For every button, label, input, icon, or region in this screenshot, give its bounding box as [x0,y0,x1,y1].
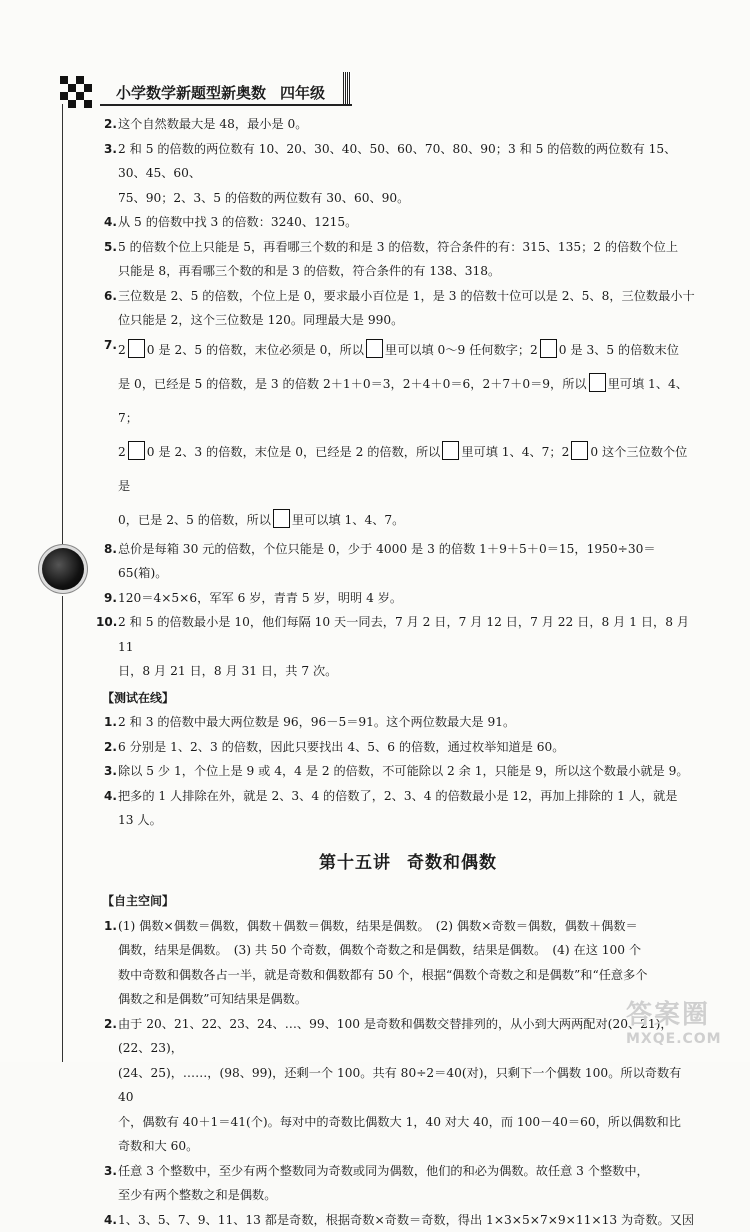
problem-number: 3. [104,137,117,162]
answer-item [118,284,698,333]
text-fragment: 0，已是 2、5 的倍数，所以 [118,513,271,527]
answer-item [118,537,698,586]
blank-box [128,339,145,358]
section-heading-self: 【自主空间】 [102,889,682,914]
answer-line: 总价是每箱 30 元的倍数，个位只能是 0，少于 4000 是 3 的倍数 1＋9＋5＋0＝15，1950÷30＝ [118,537,698,562]
answer-list-self [118,914,698,1232]
answer-line: 数中奇数和偶数各占一半，就是奇数和偶数都有 50 个，根据“偶数个奇数之和是偶数”和“任意多个 [118,963,698,988]
answer-line: 120＝4×5×6，军军 6 岁，青青 5 岁，明明 4 岁。 [118,586,698,611]
answer-item [118,1208,698,1232]
answer-item [118,112,698,137]
watermark-logo [626,1000,736,1052]
answer-line: 13 人。 [118,808,698,833]
blank-box [128,441,145,460]
answer-item [118,914,698,1012]
problem-7-line-2 [118,367,698,435]
answer-line: 这个自然数最大是 48，最小是 0。 [118,112,698,137]
answer-content [118,112,698,1232]
header-divider [100,104,352,106]
text-fragment: 2 [118,343,126,357]
answer-line: 从 5 的倍数中找 3 的倍数：3240、1215。 [118,210,698,235]
problem-number: 3. [104,759,117,784]
answer-item [118,710,698,735]
text-fragment: 0 是 2、5 的倍数，末位必须是 0，所以 [147,343,364,357]
problem-number: 4. [104,784,117,809]
problem-number: 5. [104,235,117,260]
blank-box [589,373,606,392]
answer-item [118,137,698,211]
answer-list-part1 [118,112,698,333]
answer-line: (1) 偶数×偶数＝偶数，偶数＋偶数＝偶数，结果是偶数。 (2) 偶数×奇数＝偶数，偶数＋偶数＝ [118,914,698,939]
problem-number: 6. [104,284,117,309]
answer-line: 奇数和大 60。 [118,1134,698,1159]
answer-line: 三位数是 2、5 的倍数，个位上是 0，要求最小百位是 1，是 3 的倍数十位可以是 2、5、8，三位数最小十 [118,284,698,309]
blank-box [571,441,588,460]
answer-item [118,610,698,684]
margin-rule-bottom [62,596,63,1062]
answer-line: 2 和 5 的倍数最小是 10，他们每隔 10 天一同去，7 月 2 日，7 月 12 日，7 月 22 日，8 月 1 日，8 月 11 [118,610,698,659]
problem-number: 4. [104,1208,117,1232]
answer-item [118,235,698,284]
answer-line: 1、3、5、7、9、11、13 都是奇数，根据奇数×奇数＝奇数，得出 1×3×5×7×9×11×13 为奇数。又因 [118,1208,698,1232]
blank-box [442,441,459,460]
problem-number: 3. [104,1159,117,1184]
answer-line: 位只能是 2，这个三位数是 120。同理最大是 990。 [118,308,698,333]
text-fragment: 0 这个三位数个位是 [118,445,687,493]
margin-rule-top [62,104,63,544]
answer-line: 把多的 1 人排除在外，就是 2、3、4 的倍数了，2、3、4 的倍数最小是 12，再加上排除的 1 人，就是 [118,784,698,809]
text-fragment: 0 是 3、5 的倍数末位 [559,343,679,357]
answer-line: 由于 20、21、22、23、24、…、99、100 是奇数和偶数交替排列的，从小到大两两配对(20、21)，(22、23)， [118,1012,698,1061]
checker-logo-icon [60,76,96,112]
text-fragment: 0 是 2、3 的倍数，末位是 0，已经是 2 的倍数，所以 [147,445,441,459]
page-header [60,74,360,104]
text-fragment: 里可填 1、4、7； [118,377,688,425]
book-title-text: 小学数学新题型新奥数 [116,84,266,102]
answer-line: 75、90；2、3、5 的倍数的两位数有 30、60、90。 [118,186,698,211]
problem-number: 2. [104,112,117,137]
lecture-title [118,851,698,876]
text-fragment: 里可以填 1、4、7。 [292,513,404,527]
answer-item [118,586,698,611]
text-fragment: 2 [118,445,126,459]
blank-box [540,339,557,358]
problem-7 [118,333,698,537]
book-title [116,82,325,103]
watermark-url: MXQE.COM [626,1030,736,1048]
problem-number: 10. [96,610,117,635]
problem-number: 8. [104,537,117,562]
lecture-number: 第十五讲 [319,853,391,873]
answer-item [118,784,698,833]
problem-number: 7. [104,333,117,358]
binding-hole-icon [42,548,84,590]
lecture-topic: 奇数和偶数 [407,853,497,873]
answer-item [118,735,698,760]
answer-line: 65(箱)。 [118,561,698,586]
answer-line: 偶数之和是偶数”可知结果是偶数。 [118,987,698,1012]
blank-box [366,339,383,358]
text-fragment: 是 0，已经是 5 的倍数，是 3 的倍数 2＋1＋0＝3，2＋4＋0＝6，2＋7＋0＝9，所以 [118,377,587,391]
problem-number: 2. [104,1012,117,1037]
answer-line: 偶数，结果是偶数。 (3) 共 50 个奇数，偶数个奇数之和是偶数，结果是偶数。 (4) 在这 100 个 [118,938,698,963]
answer-item [118,1012,698,1159]
answer-line: 个，偶数有 40＋1＝41(个)。每对中的奇数比偶数大 1，40 对大 40，而 100－40＝60，所以偶数和比 [118,1110,698,1135]
problem-number: 4. [104,210,117,235]
answer-line: 至少有两个整数之和是偶数。 [118,1183,698,1208]
problem-7-line-1 [118,333,698,367]
answer-list-part2 [118,537,698,684]
problem-number: 2. [104,735,117,760]
blank-box [273,509,290,528]
problem-number: 1. [104,710,117,735]
problem-number: 9. [104,586,117,611]
grade-label: 四年级 [280,84,325,102]
answer-item [118,210,698,235]
answer-line: 日，8 月 21 日，8 月 31 日，共 7 次。 [118,659,698,684]
problem-7-line-4 [118,503,698,537]
text-fragment: 里可填 1、4、7；2 [461,445,569,459]
answer-list-test [118,710,698,833]
answer-line: 除以 5 少 1，个位上是 9 或 4，4 是 2 的倍数，不可能除以 2 余 1，只能是 9，所以这个数最小就是 9。 [118,759,698,784]
answer-line: 5 的倍数个位上只能是 5，再看哪三个数的和是 3 的倍数，符合条件的有：315、135；2 的倍数个位上 [118,235,698,260]
answer-line: 2 和 5 的倍数的两位数有 10、20、30、40、50、60、70、80、90；3 和 5 的倍数的两位数有 15、30、45、60、 [118,137,698,186]
text-fragment: 里可以填 0～9 任何数字；2 [385,343,538,357]
spine-bar-decoration [343,72,351,104]
answer-line: 6 分别是 1、2、3 的倍数，因此只要找出 4、5、6 的倍数，通过枚举知道是 60。 [118,735,698,760]
answer-item [118,759,698,784]
section-heading-test: 【测试在线】 [102,686,682,711]
watermark-text: 答案圈 [626,1000,736,1030]
answer-line: 任意 3 个整数中，至少有两个整数同为奇数或同为偶数，他们的和必为偶数。故任意 3 个整数中， [118,1159,698,1184]
answer-line: 2 和 3 的倍数中最大两位数是 96，96－5＝91。这个两位数最大是 91。 [118,710,698,735]
answer-item [118,1159,698,1208]
problem-number: 1. [104,914,117,939]
answer-line: (24、25)，……，(98、99)，还剩一个 100。共有 80÷2＝40(对)，只剩下一个偶数 100。所以奇数有 40 [118,1061,698,1110]
problem-7-line-3 [118,435,698,503]
answer-line: 只能是 8，再看哪三个数的和是 3 的倍数，符合条件的有 138、318。 [118,259,698,284]
